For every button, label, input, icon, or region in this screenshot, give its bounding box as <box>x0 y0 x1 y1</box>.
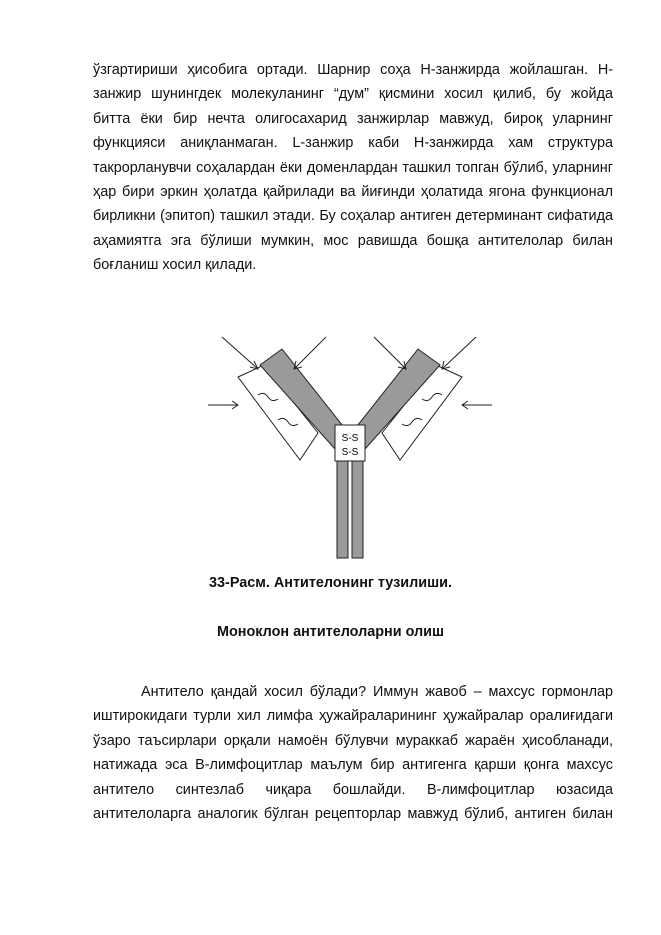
disulfide-bond-label: S-S <box>341 433 359 444</box>
antibody-structure-figure <box>200 325 500 570</box>
text-line: аҳамиятга эга бўлиши мумкин, мос равишда бошқа антителолар билан <box>93 232 613 249</box>
arrow <box>294 337 326 369</box>
section-heading: Моноклон антителоларни олиш <box>217 624 444 640</box>
text-line: ҳар бири эркин ҳолатда қайрилади ва йиғинди ҳолатида ягона функционал <box>93 184 613 201</box>
text-line: битта ёки бир нечта олигосахарид занжирлар мавжуд, бироқ уларнинг <box>93 110 613 127</box>
text-line: антителоларга аналогик бўлган рецепторлар мавжуд бўлиб, антиген билан <box>93 806 613 823</box>
arrow <box>374 337 406 369</box>
text-line: бирликни (эпитоп) ташкил этади. Бу соҳалар антиген детерминант сифатида <box>93 208 613 225</box>
paragraph-2 <box>93 680 613 826</box>
text-line: натижада эса В-лимфоцитлар маълум бир антигенга қарши қонга махсус <box>93 757 613 774</box>
text-line: занжир шунингдек молекуланинг “дум” қисмини хосил қилиб, бу жойда <box>93 86 613 103</box>
text-line: ўзгартириши ҳисобига ортади. Шарнир соҳа H-занжирда жойлашган. H- <box>93 62 613 78</box>
arrow <box>222 337 258 369</box>
fc-stem-left <box>337 461 348 558</box>
arrow <box>442 337 476 369</box>
text-line: иштирокидаги турли хил лимфа ҳужайраларининг ҳужайралар оралиғидаги <box>93 708 613 725</box>
text-line: боғланиш хосил қилади. <box>93 257 257 274</box>
figure-caption: 33-Расм. Антителонинг тузилиши. <box>209 575 452 591</box>
text-line: функцияси аниқланмаган. L-занжир каби H-занжирда хам структура <box>93 135 613 152</box>
text-line: такрорланувчи соҳалардан ёки доменлардан ташкил топган бўлиб, уларнинг <box>93 159 613 176</box>
text-line: Антитело қандай хосил бўлади? Иммун жавоб – махсус гормонлар <box>141 684 613 700</box>
fc-stem-right <box>352 461 363 558</box>
paragraph-1 <box>93 58 613 278</box>
text-line: антитело синтезлаб чиқара бошлайди. В-лимфоцитлар юзасида <box>93 781 613 798</box>
disulfide-bond-label: S-S <box>341 447 359 458</box>
text-line: ўзаро таъсирлари орқали намоён бўлувчи мураккаб жараён ҳисобланади, <box>93 732 613 749</box>
